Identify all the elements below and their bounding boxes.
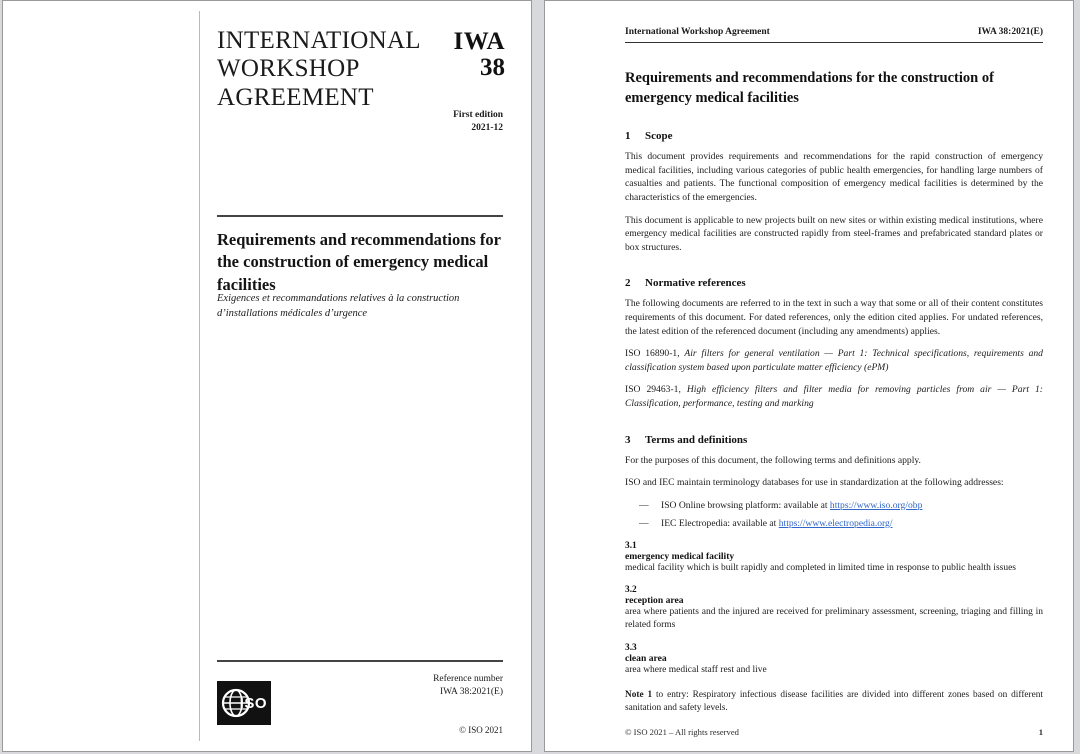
cover-page [2,0,532,752]
cover-subtitle-line-2: d’installations médicales d’urgence [217,308,368,320]
cover-code-prefix: IWA [453,28,505,55]
page-footer [625,727,1043,737]
term-definition-3-3: area where medical staff rest and live [625,664,767,675]
electropedia-link[interactable]: https://www.electropedia.org/ [778,517,893,529]
cover-main-title: Requirements and recommendations for the construction of emergency medical facilities [217,230,501,294]
globe-icon [221,688,251,718]
term-definition-3-2: area where patients and the injured are received for preliminary assessment, screening, triaging and filling in related forms [625,606,1043,631]
cover-subtitle [217,291,497,321]
note-to-entry [625,689,1043,715]
obp-label: ISO Online browsing platform: available at [661,499,830,511]
cover-divider-top [217,215,503,217]
scope-paragraph-1: This document provides requirements and recommendations for the rapid construction of emergency medical facilities, including various categories of public health emergencies, for handling large numbers of casualties and patients. The functional composition of emergency medical facilities is determined by the characteristics of the emergencies. [625,151,1043,203]
clause-heading-1 [625,130,1043,142]
normative-reference-id-2: ISO 29463-1, [625,384,687,396]
term-name-3-1: emergency medical facility [625,550,735,562]
cover-title-line-3: AGREEMENT [217,83,374,111]
iso-logo-text: ISO [239,694,267,712]
terms-paragraph-1: For the purposes of this document, the following terms and definitions apply. [625,454,921,466]
normative-reference-id-1: ISO 16890-1, [625,348,685,360]
cover-edition-label: First edition [453,110,503,120]
clause-title-3: Terms and definitions [645,433,748,446]
term-name-3-3: clean area [625,652,667,664]
normative-reference-item-1 [625,347,1043,374]
clause-heading-2 [625,277,1043,289]
cover-vertical-rule [199,11,200,741]
term-number-3-1: 3.1 [625,540,637,551]
list-item [625,517,1043,531]
running-head [625,27,1043,42]
note-text: to entry: Respiratory infectious disease facilities are divided into different zones based on different sanitation and safety levels. [625,689,1043,714]
cover-reference-value: IWA 38:2021(E) [439,687,503,698]
cover-subtitle-line-1: Exigences et recommandations relatives à la construction [217,293,460,304]
electropedia-label: IEC Electropedia: available at [661,517,779,529]
cover-code-number: 38 [480,54,505,81]
clause-title-2: Normative references [645,277,746,290]
running-head-left: International Workshop Agreement [625,27,770,37]
cover-standard-code [453,29,505,82]
cover-copyright: © ISO 2021 [459,725,503,735]
scope-paragraph-2: This document is applicable to new projects built on new sites or within existing medical institutions, where emergency medical facilities are constructed rapidly from steel-frames and prefabricated standard plates or box structures. [625,214,1043,253]
obp-link[interactable]: https://www.iso.org/obp [829,499,923,511]
terms-paragraph-2: ISO and IEC maintain terminology databases for use in standardization at the following addresses: [625,477,1004,489]
running-head-right: IWA 38:2021(E) [977,27,1043,37]
cover-divider-bottom [217,660,503,662]
dash-bullet-1: — [639,499,649,511]
dash-bullet-2: — [639,517,649,529]
cover-title-line-1: INTERNATIONAL [217,27,421,54]
cover-title-block [217,27,505,112]
note-label: Note 1 [625,689,653,700]
clause-number-3: 3 [625,433,631,446]
clause-number-1: 1 [625,130,631,143]
term-definition-3-1: medical facility which is built rapidly and completed in limited time in response to public health issues [625,562,1016,573]
term-name-3-2: reception area [625,594,684,606]
content-page [544,0,1074,752]
normative-reference-title-1: Air filters for general ventilation — Part 1: Technical specifications, requirements and classification system based upon particulate matter efficiency (ePM) [625,348,1043,373]
terminology-database-list [625,499,1043,531]
document-heading: Requirements and recommendations for the construction of emergency medical facilities [625,70,994,106]
term-number-3-3: 3.3 [625,642,637,653]
cover-edition-date: 2021-12 [471,122,503,133]
normative-reference-title-2: High efficiency filters and filter media for removing particles from air — Part 1: Classification, performance, testing and marking [625,384,1043,410]
electropedia-item-text [661,517,893,531]
clause-number-2: 2 [625,277,631,290]
normative-references-paragraph: The following documents are referred to in the text in such a way that some or all of their content constitutes requirements of this document. For dated references, only the edition cited applies. For undated references, the latest edition of the referenced document (including any amendments) applies. [625,298,1043,337]
footer-copyright: © ISO 2021 – All rights reserved [625,727,739,737]
normative-reference-item-2 [625,383,1043,410]
clause-title-1: Scope [645,130,673,143]
term-number-3-2: 3.2 [625,584,637,595]
footer-page-number: 1 [1038,727,1043,737]
running-head-rule [625,42,1043,43]
cover-title-line-2: WORKSHOP [217,55,360,83]
obp-item-text [661,499,922,513]
cover-reference-block [433,673,503,700]
iso-logo [217,681,271,725]
clause-heading-3 [625,434,1043,446]
cover-reference-label: Reference number [433,674,503,684]
cover-edition [453,109,503,135]
list-item [625,499,1043,513]
